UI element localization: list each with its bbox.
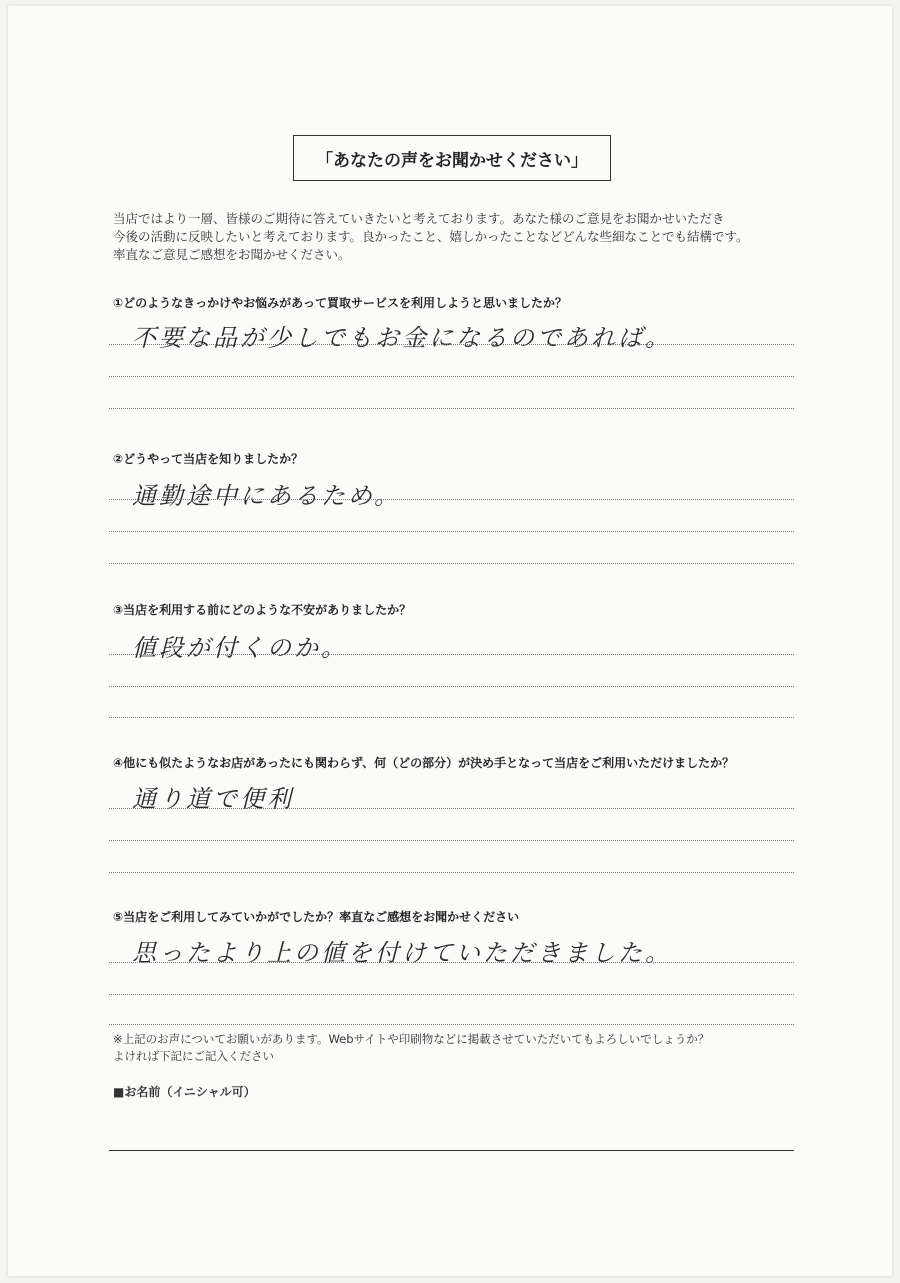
answer-line [109,994,794,995]
answer-line [109,1024,794,1025]
answer-line [109,376,794,377]
answer-line [109,717,794,718]
answer-line [109,962,794,963]
name-input-line[interactable] [109,1150,794,1151]
question-4-label: ④他にも似たようなお店があったにも関わらず、何（どの部分）が決め手となって当店をご利用いただけましたか？ [113,756,735,770]
question-3-label: ③当店を利用する前にどのような不安がありましたか？ [113,603,412,617]
question-2-answer[interactable]: 通勤途中にあるため。 [132,482,402,510]
answer-line [109,531,794,532]
intro-line: 率直なご意見ご感想をお聞かせください。 [113,247,351,262]
question-2-label: ②どうやって当店を知りましたか？ [113,452,304,466]
intro-line: 今後の活動に反映したいと考えております。良かったこと、嬉しかったことなどどんな些細なことでも結構です。 [113,229,749,244]
answer-line [109,808,794,809]
answer-line [109,563,794,564]
intro-text [113,210,813,264]
answer-line [109,408,794,409]
question-5-answer[interactable]: 思ったより上の値を付けていただきました。 [132,939,672,967]
question-4-answer[interactable]: 通り道で便利 [132,785,294,813]
question-3-answer[interactable]: 値段が付くのか。 [132,634,348,662]
question-5-label: ⑤当店をご利用してみていかがでしたか？率直なご感想をお聞かせください [113,910,520,924]
name-field-label: ■お名前（イニシャル可） [113,1085,256,1099]
publication-note [113,1031,813,1065]
question-1-label: ①どのようなきっかけやお悩みがあって買取サービスを利用しようと思いましたか？ [113,296,568,310]
answer-line [109,344,794,345]
answer-line [109,654,794,655]
intro-line: 当店ではより一層、皆様のご期待に答えていきたいと考えております。あなた様のご意見をお聞かせいただき [113,211,725,226]
question-1-answer[interactable]: 不要な品が少しでもお金になるのであれば。 [132,324,672,352]
answer-line [109,872,794,873]
note-line: よければ下記にご記入ください [113,1049,274,1063]
answer-line [109,840,794,841]
answer-line [109,686,794,687]
page-title: 「あなたの声をお聞かせください」 [293,135,611,181]
note-line: ※上記のお声についてお願いがあります。Webサイトや印刷物などに掲載させていただいてもよろしいでしょうか？ [113,1032,710,1046]
answer-line [109,499,794,500]
